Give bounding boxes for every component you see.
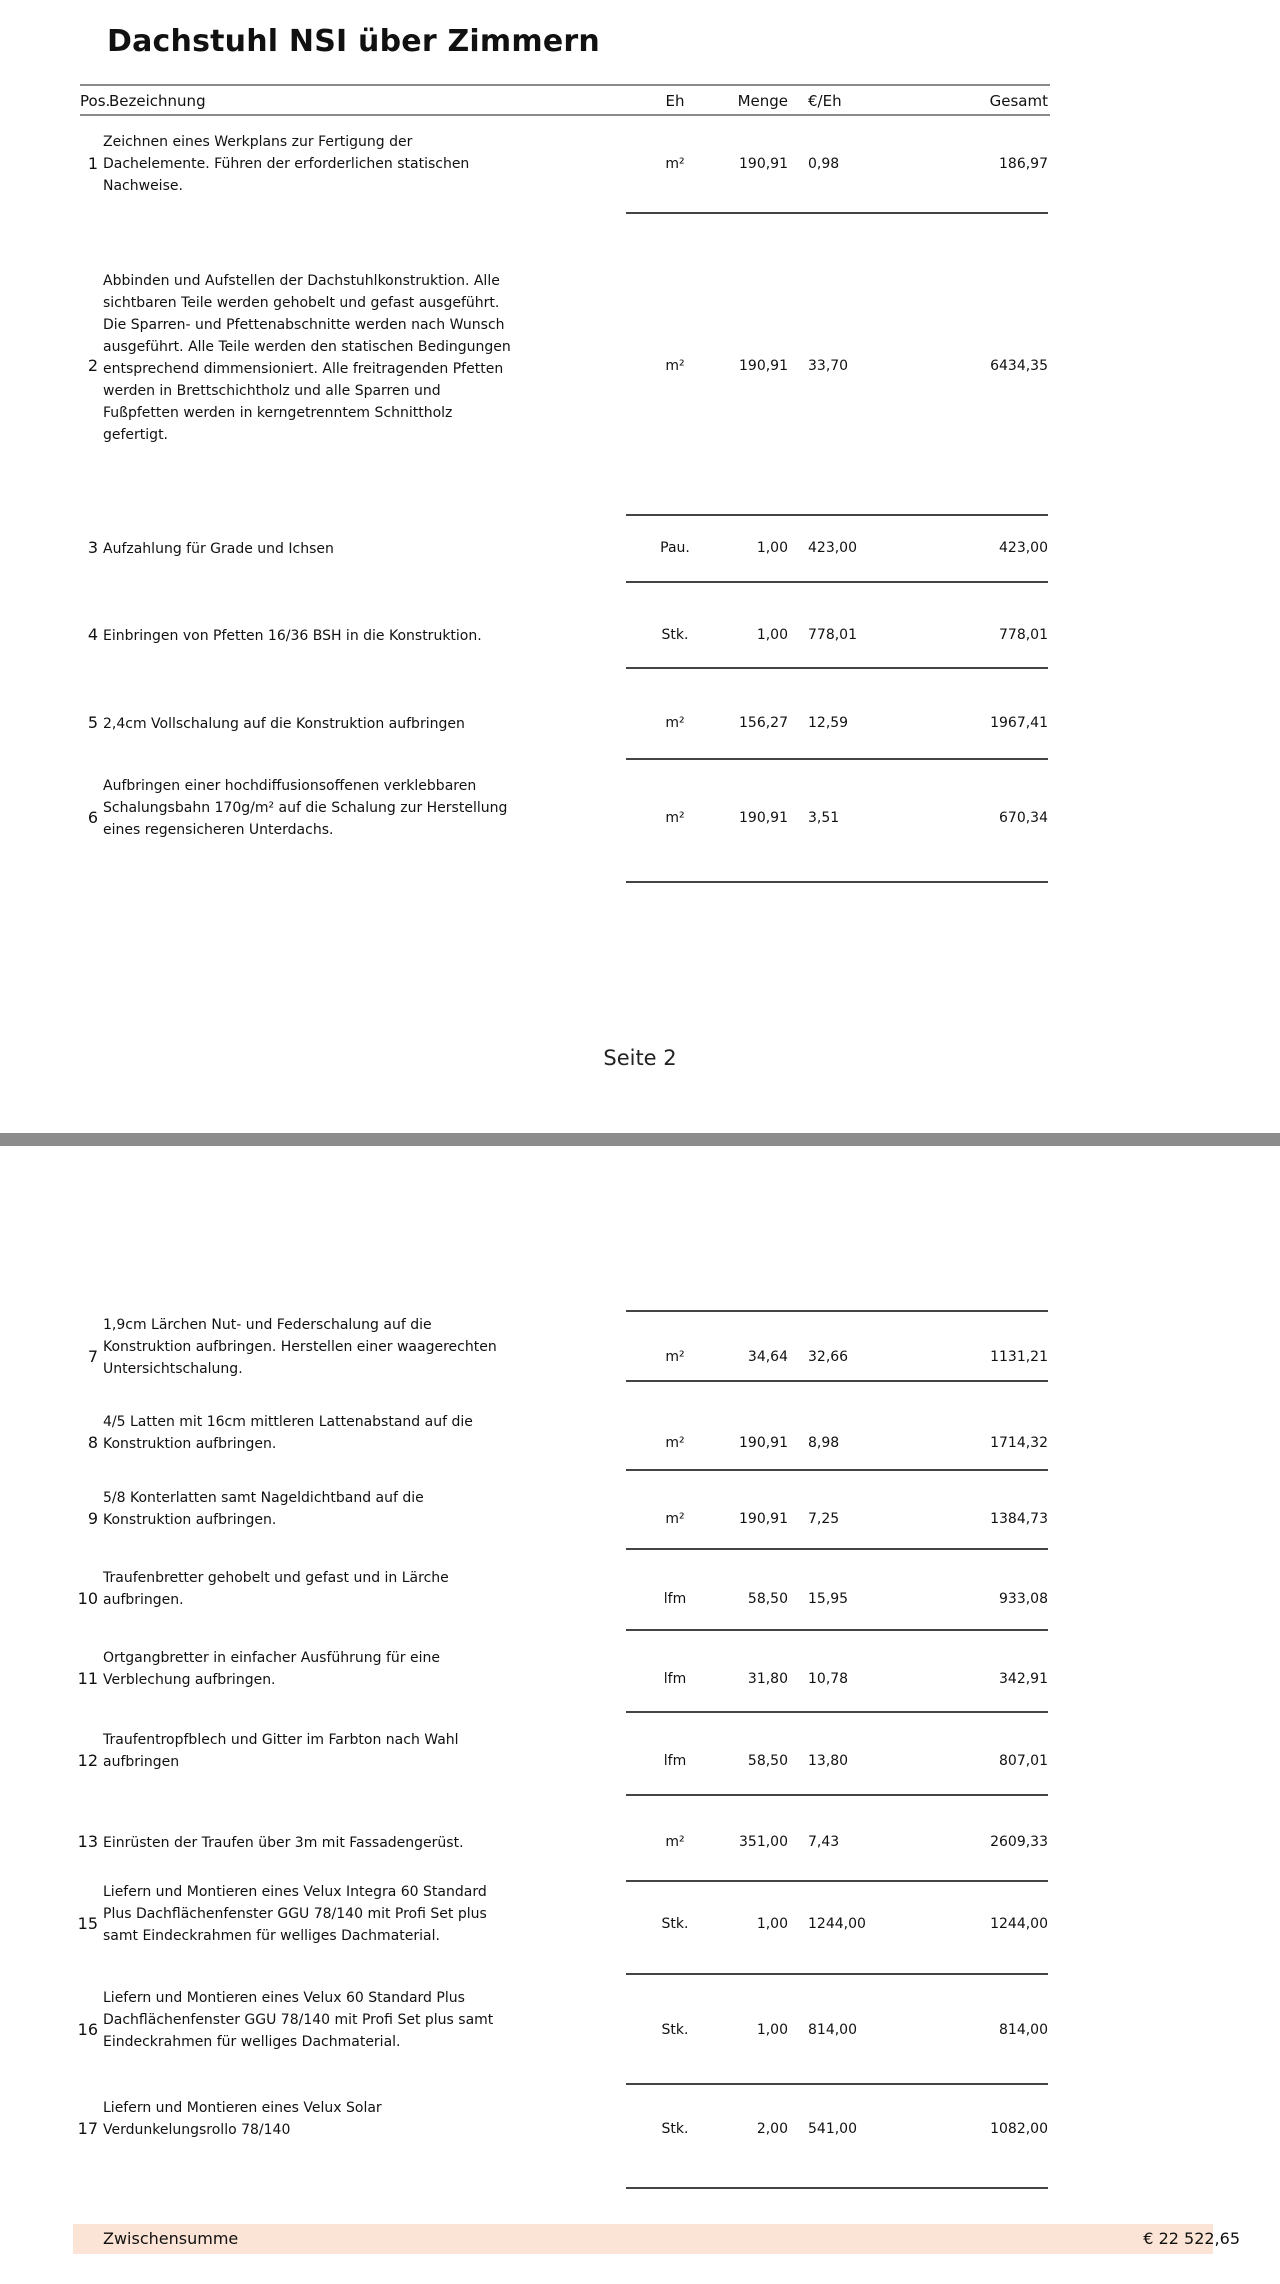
row-unit: lfm — [663, 1753, 687, 1769]
row-total: 933,08 — [999, 1591, 1048, 1607]
row-total: 423,00 — [999, 540, 1048, 556]
row-pos: 11 — [77, 1669, 98, 1688]
row-separator — [626, 1794, 1048, 1796]
row-total: 1244,00 — [990, 1916, 1048, 1932]
row-description: Traufenbretter gehobelt und gefast und in Lärche aufbringen. — [103, 1570, 449, 1608]
row-unit-price: 0,98 — [808, 156, 840, 172]
row-separator — [626, 667, 1048, 669]
row-total: 6434,35 — [990, 358, 1048, 374]
row-unit: m² — [665, 1349, 685, 1365]
row-pos: 9 — [87, 1509, 98, 1528]
row-quantity: 156,27 — [739, 715, 788, 731]
row-separator — [626, 581, 1048, 583]
column-header-gesamt: Gesamt — [989, 92, 1048, 110]
row-description: Zeichnen eines Werkplans zur Fertigung der Dachelemente. Führen der erforderlichen statischen Nachweise. — [103, 134, 470, 194]
column-header-eh: Eh — [665, 92, 685, 110]
row-unit-price: 7,25 — [808, 1511, 840, 1527]
row-description: 2,4cm Vollschalung auf die Konstruktion aufbringen — [103, 716, 465, 732]
row-pos: 17 — [77, 2119, 98, 2138]
row-separator — [626, 1880, 1048, 1882]
row-unit: m² — [665, 1511, 685, 1527]
row-quantity: 31,80 — [747, 1671, 788, 1687]
row-description: Ortgangbretter in einfacher Ausführung für eine Verblechung aufbringen. — [103, 1650, 440, 1688]
row-quantity: 190,91 — [739, 1511, 788, 1527]
row-total: 807,01 — [999, 1753, 1048, 1769]
row-pos: 6 — [87, 808, 98, 827]
row-unit-price: 32,66 — [808, 1349, 849, 1365]
row-separator — [626, 2083, 1048, 2085]
row-unit-price: 814,00 — [808, 2022, 857, 2038]
subtotal-value: € 22 522,65 — [1143, 2229, 1240, 2248]
row-total: 814,00 — [999, 2022, 1048, 2038]
row-unit-price: 10,78 — [808, 1671, 849, 1687]
row-separator — [626, 1310, 1048, 1312]
row-unit: Stk. — [661, 627, 689, 643]
row-unit-price: 778,01 — [808, 627, 857, 643]
row-unit: Pau. — [660, 540, 690, 556]
row-pos: 4 — [87, 625, 98, 644]
page-break-bar — [0, 1133, 1280, 1146]
row-total: 342,91 — [999, 1671, 1048, 1687]
row-unit-price: 8,98 — [808, 1435, 840, 1451]
row-unit: m² — [665, 156, 685, 172]
row-total: 186,97 — [999, 156, 1048, 172]
row-unit-price: 541,00 — [808, 2121, 857, 2137]
row-quantity: 58,50 — [747, 1591, 788, 1607]
row-total: 1967,41 — [990, 715, 1048, 731]
row-unit-price: 33,70 — [808, 358, 849, 374]
row-pos: 12 — [77, 1751, 98, 1770]
row-unit: Stk. — [661, 2022, 689, 2038]
row-description: Liefern und Montieren eines Velux 60 Standard Plus Dachflächenfenster GGU 78/140 mit Profi Set plus samt Eindeckrahmen für welliges Dachmaterial. — [103, 1990, 494, 2050]
row-pos: 2 — [87, 356, 98, 375]
row-unit: lfm — [663, 1591, 687, 1607]
row-quantity: 58,50 — [747, 1753, 788, 1769]
row-quantity: 2,00 — [756, 2121, 788, 2137]
row-description: Aufbringen einer hochdiffusionsoffenen verklebbaren Schalungsbahn 170g/m² auf die Schalung zur Herstellung eines regensicheren Unterdachs. — [103, 778, 508, 838]
row-description: Liefern und Montieren eines Velux Solar Verdunkelungsrollo 78/140 — [103, 2100, 382, 2138]
row-pos: 7 — [87, 1347, 98, 1366]
row-unit-price: 12,59 — [808, 715, 849, 731]
row-total: 1131,21 — [990, 1349, 1048, 1365]
row-separator — [626, 212, 1048, 214]
row-quantity: 1,00 — [756, 2022, 788, 2038]
column-header-bezeichnung: Bezeichnung — [109, 92, 206, 110]
row-pos: 1 — [87, 154, 98, 173]
row-unit: Stk. — [661, 2121, 689, 2137]
row-quantity: 190,91 — [739, 156, 788, 172]
row-pos: 3 — [87, 538, 98, 557]
row-unit-price: 7,43 — [808, 1834, 840, 1850]
row-separator — [626, 1548, 1048, 1550]
row-separator — [626, 758, 1048, 760]
row-separator — [626, 2187, 1048, 2189]
row-separator — [626, 1469, 1048, 1471]
column-header-pos: Pos. — [80, 92, 111, 110]
row-pos: 13 — [77, 1832, 98, 1851]
row-pos: 16 — [77, 2020, 98, 2039]
header-bottom-rule — [80, 114, 1050, 116]
row-description: Abbinden und Aufstellen der Dachstuhlkonstruktion. Alle sichtbaren Teile werden gehobelt und gefast ausgeführt. Die Sparren- und Pfettenabschnitte werden nach Wunsch ausgeführt. Alle Teile werden den statischen Bedingungen entsprechend dimmensioniert. Alle freitragenden Pfetten werden in Brettschichtholz und alle Sparren und Fußpfetten werden in kerngetrenntem Schnittholz gefertigt. — [103, 273, 511, 443]
row-description: 5/8 Konterlatten samt Nageldichtband auf die Konstruktion aufbringen. — [103, 1490, 424, 1528]
row-quantity: 190,91 — [739, 810, 788, 826]
row-quantity: 1,00 — [756, 627, 788, 643]
row-description: 1,9cm Lärchen Nut- und Federschalung auf die Konstruktion aufbringen. Herstellen einer waagerechten Untersichtschalung. — [103, 1317, 497, 1377]
row-separator — [626, 514, 1048, 516]
row-quantity: 1,00 — [756, 1916, 788, 1932]
row-separator — [626, 1629, 1048, 1631]
row-total: 1082,00 — [990, 2121, 1048, 2137]
row-description: 4/5 Latten mit 16cm mittleren Lattenabstand auf die Konstruktion aufbringen. — [103, 1414, 473, 1452]
row-total: 1384,73 — [990, 1511, 1048, 1527]
row-unit: lfm — [663, 1671, 687, 1687]
column-header-preis: €/Eh — [808, 92, 842, 110]
row-quantity: 34,64 — [747, 1349, 788, 1365]
row-unit-price: 423,00 — [808, 540, 857, 556]
row-separator — [626, 1973, 1048, 1975]
row-total: 1714,32 — [990, 1435, 1048, 1451]
row-unit-price: 15,95 — [808, 1591, 849, 1607]
row-unit: m² — [665, 1435, 685, 1451]
column-header-menge: Menge — [737, 92, 788, 110]
page-title: Dachstuhl NSI über Zimmern — [107, 24, 600, 59]
row-total: 778,01 — [999, 627, 1048, 643]
row-description: Einbringen von Pfetten 16/36 BSH in die Konstruktion. — [103, 628, 482, 644]
page-number: Seite 2 — [603, 1046, 677, 1070]
row-unit: m² — [665, 810, 685, 826]
row-unit: m² — [665, 715, 685, 731]
row-description: Liefern und Montieren eines Velux Integra 60 Standard Plus Dachflächenfenster GGU 78/140 mit Profi Set plus samt Eindeckrahmen für welliges Dachmaterial. — [103, 1884, 487, 1944]
row-unit: Stk. — [661, 1916, 689, 1932]
row-pos: 15 — [77, 1914, 98, 1933]
row-unit-price: 13,80 — [808, 1753, 849, 1769]
row-quantity: 351,00 — [739, 1834, 788, 1850]
row-separator — [626, 1711, 1048, 1713]
header-top-rule — [80, 84, 1050, 86]
subtotal-label: Zwischensumme — [103, 2229, 239, 2248]
row-unit: m² — [665, 1834, 685, 1850]
row-separator — [626, 1380, 1048, 1382]
row-description: Aufzahlung für Grade und Ichsen — [103, 541, 334, 557]
row-total: 670,34 — [999, 810, 1048, 826]
row-pos: 5 — [87, 713, 98, 732]
row-unit-price: 3,51 — [808, 810, 840, 826]
row-description: Traufentropfblech und Gitter im Farbton nach Wahl aufbringen — [103, 1732, 459, 1770]
row-pos: 10 — [77, 1589, 98, 1608]
row-unit: m² — [665, 358, 685, 374]
row-quantity: 190,91 — [739, 1435, 788, 1451]
row-pos: 8 — [87, 1433, 98, 1452]
row-unit-price: 1244,00 — [808, 1916, 866, 1932]
row-quantity: 1,00 — [756, 540, 788, 556]
row-quantity: 190,91 — [739, 358, 788, 374]
row-total: 2609,33 — [990, 1834, 1048, 1850]
row-description: Einrüsten der Traufen über 3m mit Fassadengerüst. — [103, 1835, 464, 1851]
row-separator — [626, 881, 1048, 883]
subtotal-bar — [73, 2224, 1213, 2254]
